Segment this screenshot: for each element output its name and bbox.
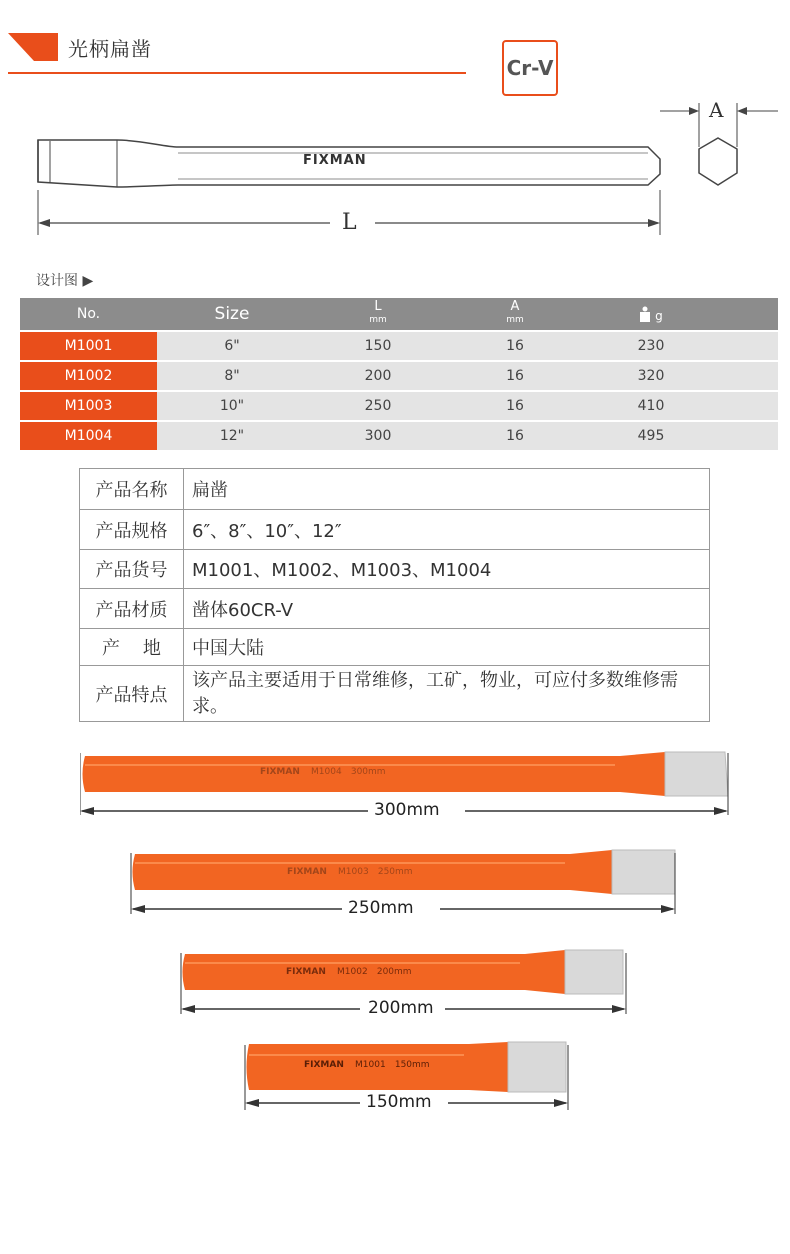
- engraving: [260, 767, 386, 777]
- chisel-technical-drawing: [0, 95, 790, 245]
- row-weight: 495: [637, 428, 665, 444]
- length-label: 200mm: [362, 998, 440, 1018]
- header-no: No.: [76, 306, 101, 322]
- info-key: 产 地: [80, 629, 184, 666]
- design-drawing-label: 设计图 ▶: [36, 273, 94, 289]
- crv-badge: Cr-V: [502, 40, 558, 96]
- row-width: 16: [506, 338, 524, 354]
- info-row: [80, 666, 710, 722]
- row-width: 16: [506, 398, 524, 414]
- info-key: 产品名称: [80, 469, 184, 510]
- info-row: [80, 469, 710, 510]
- row-size: 6": [224, 338, 240, 354]
- header-length-label: L: [374, 299, 382, 314]
- header-weight: [581, 306, 721, 323]
- info-row: [80, 550, 710, 589]
- row-size: 10": [219, 398, 245, 414]
- length-label: 300mm: [368, 800, 446, 820]
- page-title: 光柄扁凿: [68, 37, 152, 61]
- info-key: 产品规格: [80, 510, 184, 550]
- header-divider: [8, 72, 466, 74]
- engraving-brand: FIXMAN: [287, 867, 327, 877]
- engraving-length: 250mm: [377, 867, 413, 877]
- row-no: M1003: [20, 392, 157, 420]
- product-photo-m1002: [180, 948, 630, 1020]
- info-value: M1001、M1002、M1003、M1004: [184, 550, 710, 589]
- engraving-brand: FIXMAN: [286, 967, 326, 977]
- row-length: 250: [364, 398, 392, 414]
- info-value: 6″、8″、10″、12″: [184, 510, 710, 550]
- info-row: [80, 510, 710, 550]
- info-key: 产品货号: [80, 550, 184, 589]
- drawing-brand-label: FIXMAN: [303, 153, 367, 168]
- engraving: [287, 867, 413, 877]
- weight-icon: [639, 306, 651, 322]
- info-key: 产品特点: [80, 666, 184, 722]
- header-size: Size: [214, 304, 250, 324]
- header-flag-icon: [8, 33, 58, 61]
- row-width: 16: [506, 368, 524, 384]
- length-dimension-label: L: [342, 210, 357, 235]
- row-size: 12": [219, 428, 245, 444]
- row-weight: 230: [637, 338, 665, 354]
- row-no: M1004: [20, 422, 157, 450]
- header-width: [449, 300, 581, 326]
- info-row: [80, 629, 710, 666]
- engraving-length: 200mm: [376, 967, 412, 977]
- table-row: [20, 392, 778, 420]
- engraving: [304, 1060, 430, 1070]
- engraving-model: M1002: [337, 967, 368, 977]
- info-value: 该产品主要适用于日常维修，工矿，物业，可应付多数维修需求。: [184, 666, 710, 722]
- engraving-model: M1001: [355, 1060, 386, 1070]
- engraving-model: M1003: [338, 867, 369, 877]
- row-weight: 320: [637, 368, 665, 384]
- length-label: 150mm: [360, 1092, 438, 1112]
- product-info-table: [79, 468, 710, 722]
- row-weight: 410: [637, 398, 665, 414]
- row-width: 16: [506, 428, 524, 444]
- engraving-brand: FIXMAN: [304, 1060, 344, 1070]
- engraving-model: M1004: [311, 767, 342, 777]
- header-weight-unit: g: [655, 309, 663, 323]
- length-label: 250mm: [342, 898, 420, 918]
- engraving-brand: FIXMAN: [260, 767, 300, 777]
- info-row: [80, 589, 710, 629]
- row-length: 150: [364, 338, 392, 354]
- engraving-length: 300mm: [350, 767, 386, 777]
- engraving: [286, 967, 412, 977]
- table-row: [20, 332, 778, 360]
- info-value: 扁凿: [184, 469, 710, 510]
- row-length: 300: [364, 428, 392, 444]
- spec-table: [20, 298, 778, 450]
- spec-table-header: [20, 298, 778, 330]
- header-width-label: A: [510, 299, 520, 314]
- info-key: 产品材质: [80, 589, 184, 629]
- row-length: 200: [364, 368, 392, 384]
- info-value: 中国大陆: [184, 629, 710, 666]
- row-size: 8": [224, 368, 240, 384]
- engraving-length: 150mm: [394, 1060, 430, 1070]
- table-row: [20, 422, 778, 450]
- header-length: [307, 300, 449, 326]
- header-width-unit: mm: [506, 315, 524, 325]
- info-value: 凿体60CR-V: [184, 589, 710, 629]
- row-no: M1002: [20, 362, 157, 390]
- width-dimension-label: A: [709, 98, 724, 122]
- header-length-unit: mm: [369, 315, 387, 325]
- product-photo-m1001: [244, 1040, 574, 1112]
- table-row: [20, 362, 778, 390]
- row-no: M1001: [20, 332, 157, 360]
- product-photo-m1003: [130, 848, 680, 920]
- product-photo-m1004: [80, 750, 730, 820]
